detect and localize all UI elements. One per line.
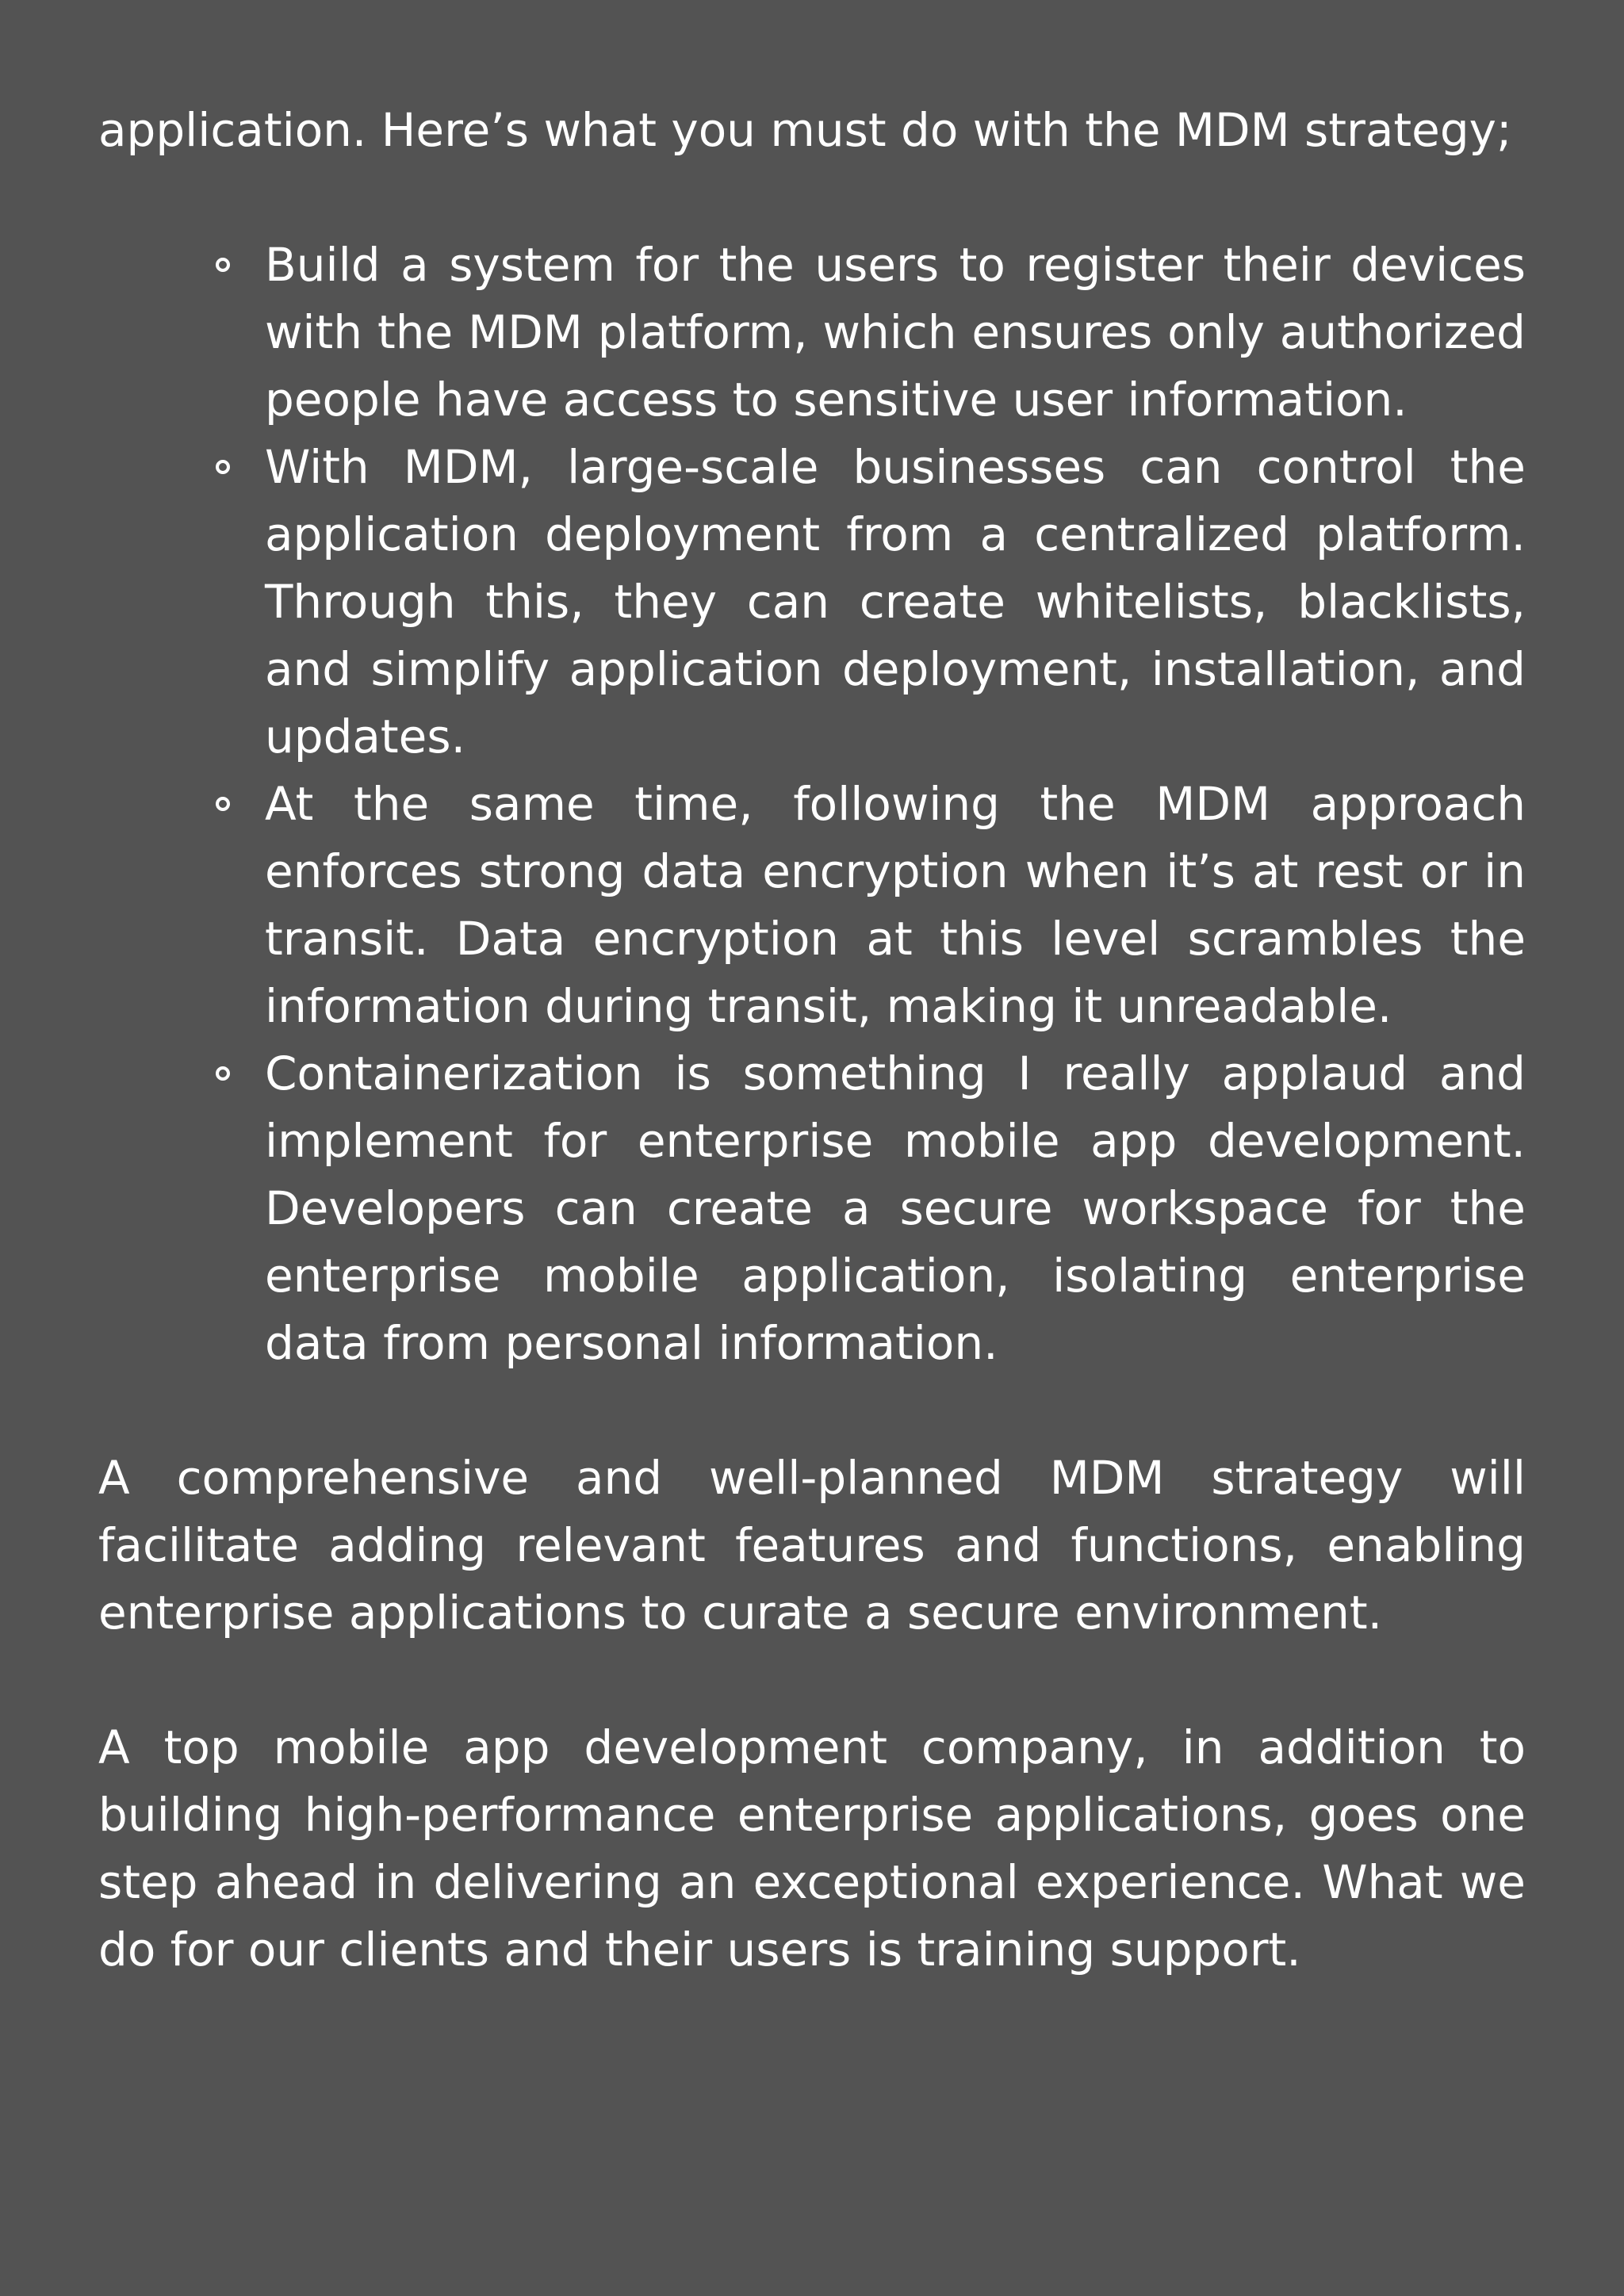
list-item-text: Build a system for the users to register their devices with the MDM platform, which ensures only authorized people have access to sensitive user information.	[265, 238, 1526, 427]
list-item-text: At the same time, following the MDM approach enforces strong data encryption when it’s at rest or in transit. Data encryption at this level scrambles the information during transit, making it unreadable.	[265, 777, 1526, 1033]
list-item	[265, 232, 1526, 434]
list-item	[265, 434, 1526, 771]
hollow-circle-bullet-icon	[216, 797, 230, 811]
list-item-text: With MDM, large-scale businesses can control the application deployment from a centralized platform. Through this, they can create whitelists, blacklists, and simplify application deployment, installation, and updates.	[265, 440, 1526, 763]
mdm-strategy-paragraph: A comprehensive and well-planned MDM strategy will facilitate adding relevant features and functions, enabling enterprise applications to curate a secure environment.	[98, 1451, 1526, 1640]
hollow-circle-bullet-icon	[216, 1066, 230, 1081]
mdm-bullet-list	[98, 232, 1526, 1377]
list-item-text: Containerization is something I really applaud and implement for enterprise mobile app development. Developers can create a secure workspace for the enterprise mobile application, isolating enterprise data from personal information.	[265, 1047, 1526, 1370]
training-support-paragraph: A top mobile app development company, in addition to building high-performance enterprise applications, goes one step ahead in delivering an exceptional experience. What we do for our clients and their users is training support.	[98, 1720, 1526, 1976]
hollow-circle-bullet-icon	[216, 460, 230, 474]
intro-paragraph: application. Here’s what you must do with the MDM strategy;	[98, 103, 1512, 157]
document-page	[98, 97, 1526, 1984]
list-item	[265, 771, 1526, 1040]
list-item	[265, 1040, 1526, 1377]
hollow-circle-bullet-icon	[216, 258, 230, 272]
